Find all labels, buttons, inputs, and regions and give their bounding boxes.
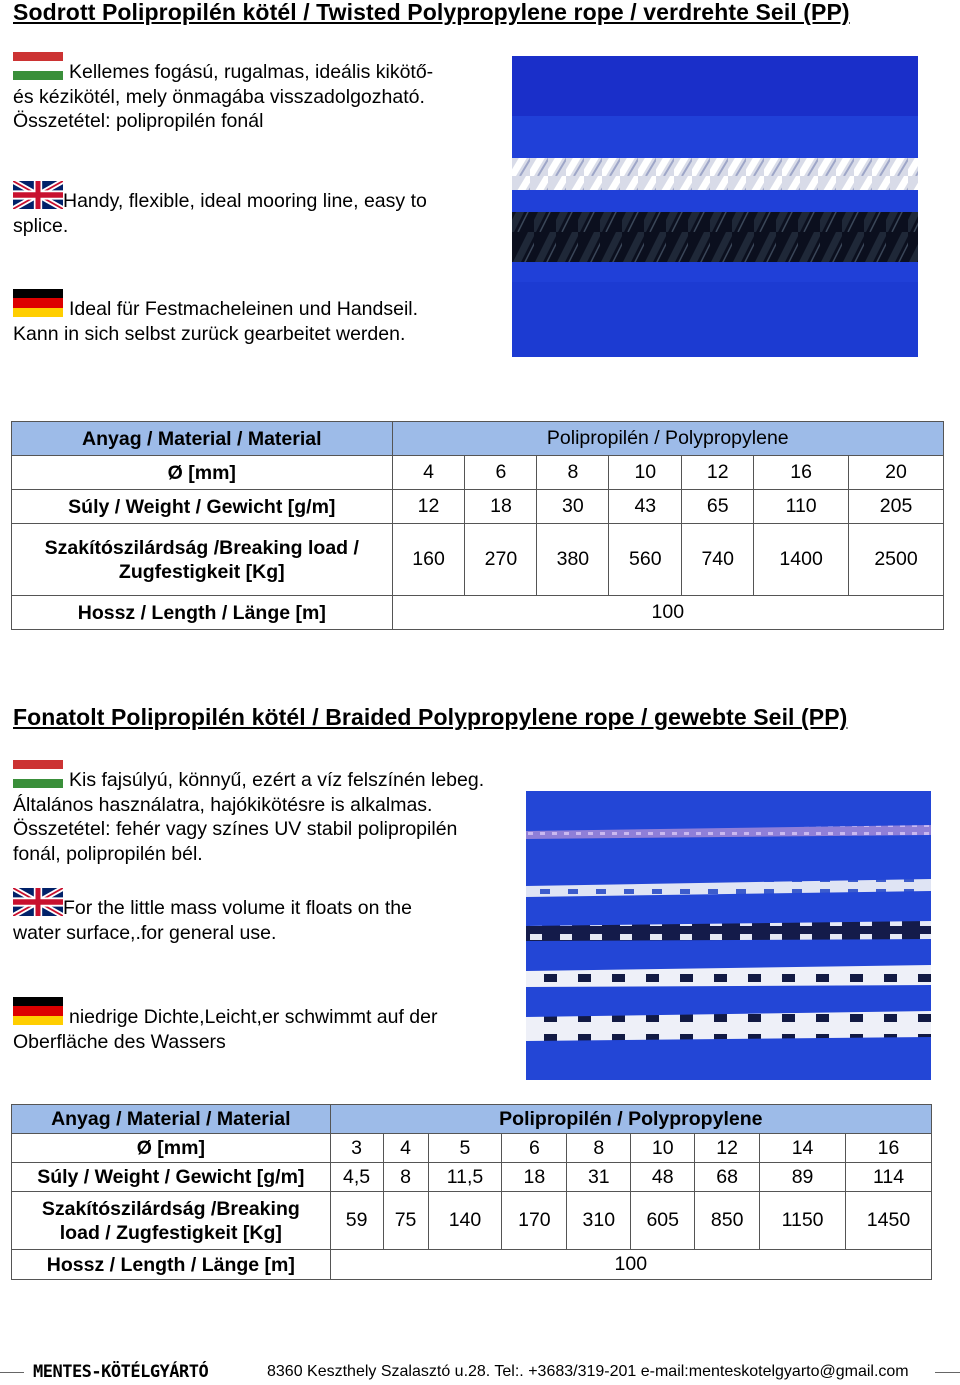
table-cell: 75 bbox=[383, 1192, 428, 1250]
braided-rope-photo bbox=[526, 791, 931, 1080]
breaking-load-label: Szakítószilárdság /Breaking load / Zugfestigkeit [Kg] bbox=[12, 1192, 331, 1250]
table-cell: 65 bbox=[682, 490, 754, 524]
table-cell: 12 bbox=[392, 490, 465, 524]
table-cell: 89 bbox=[760, 1163, 846, 1192]
table-row bbox=[12, 1163, 932, 1192]
section1-de-description: Ideal für Festmacheleinen und Handseil. Kann in sich selbst zurück gearbeitet werden. bbox=[13, 289, 513, 346]
table-row bbox=[12, 422, 944, 456]
table-cell: 43 bbox=[609, 490, 682, 524]
company-name: MENTES-KÖTÉLGYÁRTÓ bbox=[33, 1362, 209, 1382]
table-cell: 205 bbox=[849, 490, 944, 524]
table-cell: 6 bbox=[502, 1134, 567, 1163]
section2-title: Fonatolt Polipropilén kötél / Braided Polypropylene rope / gewebte Seil (PP) bbox=[13, 704, 848, 730]
table-cell: 1450 bbox=[846, 1192, 932, 1250]
breaking-load-label: Szakítószilárdság /Breaking load / Zugfestigkeit [Kg] bbox=[12, 524, 393, 596]
hungarian-flag-icon bbox=[13, 52, 63, 80]
table-cell: 740 bbox=[682, 524, 754, 596]
twisted-rope-spec-table bbox=[11, 421, 944, 630]
table-cell: 850 bbox=[695, 1192, 760, 1250]
table-cell: 18 bbox=[502, 1163, 567, 1192]
table-cell: 20 bbox=[849, 456, 944, 490]
section2-de-description: niedrige Dichte,Leicht,er schwimmt auf der Oberfläche des Wassers bbox=[13, 997, 513, 1054]
section1-title: Sodrott Polipropilén kötél / Twisted Polypropylene rope / verdrehte Seil (PP) bbox=[13, 0, 850, 25]
german-flag-icon bbox=[13, 997, 63, 1025]
table-cell: 31 bbox=[567, 1163, 631, 1192]
footer-rule-left bbox=[0, 1372, 24, 1373]
german-flag-icon bbox=[13, 289, 63, 317]
material-label: Anyag / Material / Material bbox=[12, 422, 393, 456]
table-cell: 68 bbox=[695, 1163, 760, 1192]
table-cell: 16 bbox=[754, 456, 849, 490]
table-row bbox=[12, 490, 944, 524]
table-cell: 12 bbox=[695, 1134, 760, 1163]
table-cell: 3 bbox=[330, 1134, 383, 1163]
table-cell: 560 bbox=[609, 524, 682, 596]
table-row bbox=[12, 1192, 932, 1250]
table-cell: 5 bbox=[428, 1134, 502, 1163]
table-cell: 1150 bbox=[760, 1192, 846, 1250]
table-cell: 270 bbox=[465, 524, 537, 596]
diameter-label: Ø [mm] bbox=[12, 1134, 331, 1163]
table-cell: 10 bbox=[609, 456, 682, 490]
table-cell: 110 bbox=[754, 490, 849, 524]
section2-en-description: For the little mass volume it floats on the water surface,.for general use. bbox=[13, 888, 513, 945]
weight-label: Súly / Weight / Gewicht [g/m] bbox=[12, 490, 393, 524]
table-cell: 114 bbox=[846, 1163, 932, 1192]
diameter-label: Ø [mm] bbox=[12, 456, 393, 490]
footer bbox=[0, 1362, 960, 1384]
table-cell: 4,5 bbox=[330, 1163, 383, 1192]
footer-rule-right bbox=[935, 1372, 960, 1373]
table-cell: 605 bbox=[631, 1192, 695, 1250]
table-row bbox=[12, 1105, 932, 1134]
table-cell: 8 bbox=[537, 456, 609, 490]
table-cell: 4 bbox=[392, 456, 465, 490]
table-cell: 380 bbox=[537, 524, 609, 596]
material-value: Polipropilén / Polypropylene bbox=[330, 1105, 931, 1134]
table-cell: 59 bbox=[330, 1192, 383, 1250]
table-cell: 30 bbox=[537, 490, 609, 524]
table-cell: 12 bbox=[682, 456, 754, 490]
table-cell: 2500 bbox=[849, 524, 944, 596]
hungarian-flag-icon bbox=[13, 760, 63, 788]
table-cell: 10 bbox=[631, 1134, 695, 1163]
company-address: 8360 Keszthely Szalasztó u.28. Tel:. +3683/319-201 e-mail:menteskotelgyarto@gmail.com bbox=[267, 1363, 909, 1380]
table-cell: 16 bbox=[846, 1134, 932, 1163]
table-cell: 6 bbox=[465, 456, 537, 490]
section1-en-description: Handy, flexible, ideal mooring line, easy to splice. bbox=[13, 181, 503, 238]
section1-hu-description: Kellemes fogású, rugalmas, ideális kikötő- és kézikötél, mely önmagába visszadolgozható. Összetétel: polipropilén fonál bbox=[13, 52, 503, 134]
table-cell: 14 bbox=[760, 1134, 846, 1163]
weight-label: Súly / Weight / Gewicht [g/m] bbox=[12, 1163, 331, 1192]
braided-rope-spec-table bbox=[11, 1104, 932, 1280]
table-row bbox=[12, 1134, 932, 1163]
table-cell: 1400 bbox=[754, 524, 849, 596]
section2-hu-description: Kis fajsúlyú, könnyű, ezért a víz felszínén lebeg. Általános használatra, hajókikötésre is alkalmas. Összetétel: fehér vagy színes UV stabil polipropilén fonál, polipropilén bél. bbox=[13, 760, 528, 866]
table-cell: 8 bbox=[567, 1134, 631, 1163]
table-cell: 18 bbox=[465, 490, 537, 524]
length-value: 100 bbox=[330, 1250, 931, 1280]
twisted-rope-photo bbox=[512, 56, 918, 357]
material-value: Polipropilén / Polypropylene bbox=[392, 422, 943, 456]
table-cell: 4 bbox=[383, 1134, 428, 1163]
table-row bbox=[12, 596, 944, 630]
length-label: Hossz / Length / Länge [m] bbox=[12, 596, 393, 630]
table-cell: 140 bbox=[428, 1192, 502, 1250]
table-row bbox=[12, 524, 944, 596]
material-label: Anyag / Material / Material bbox=[12, 1105, 331, 1134]
length-value: 100 bbox=[392, 596, 943, 630]
uk-flag-icon bbox=[13, 181, 63, 209]
table-cell: 11,5 bbox=[428, 1163, 502, 1192]
table-row bbox=[12, 456, 944, 490]
uk-flag-icon bbox=[13, 888, 63, 916]
length-label: Hossz / Length / Länge [m] bbox=[12, 1250, 331, 1280]
table-row bbox=[12, 1250, 932, 1280]
table-cell: 160 bbox=[392, 524, 465, 596]
table-cell: 8 bbox=[383, 1163, 428, 1192]
table-cell: 48 bbox=[631, 1163, 695, 1192]
table-cell: 170 bbox=[502, 1192, 567, 1250]
table-cell: 310 bbox=[567, 1192, 631, 1250]
